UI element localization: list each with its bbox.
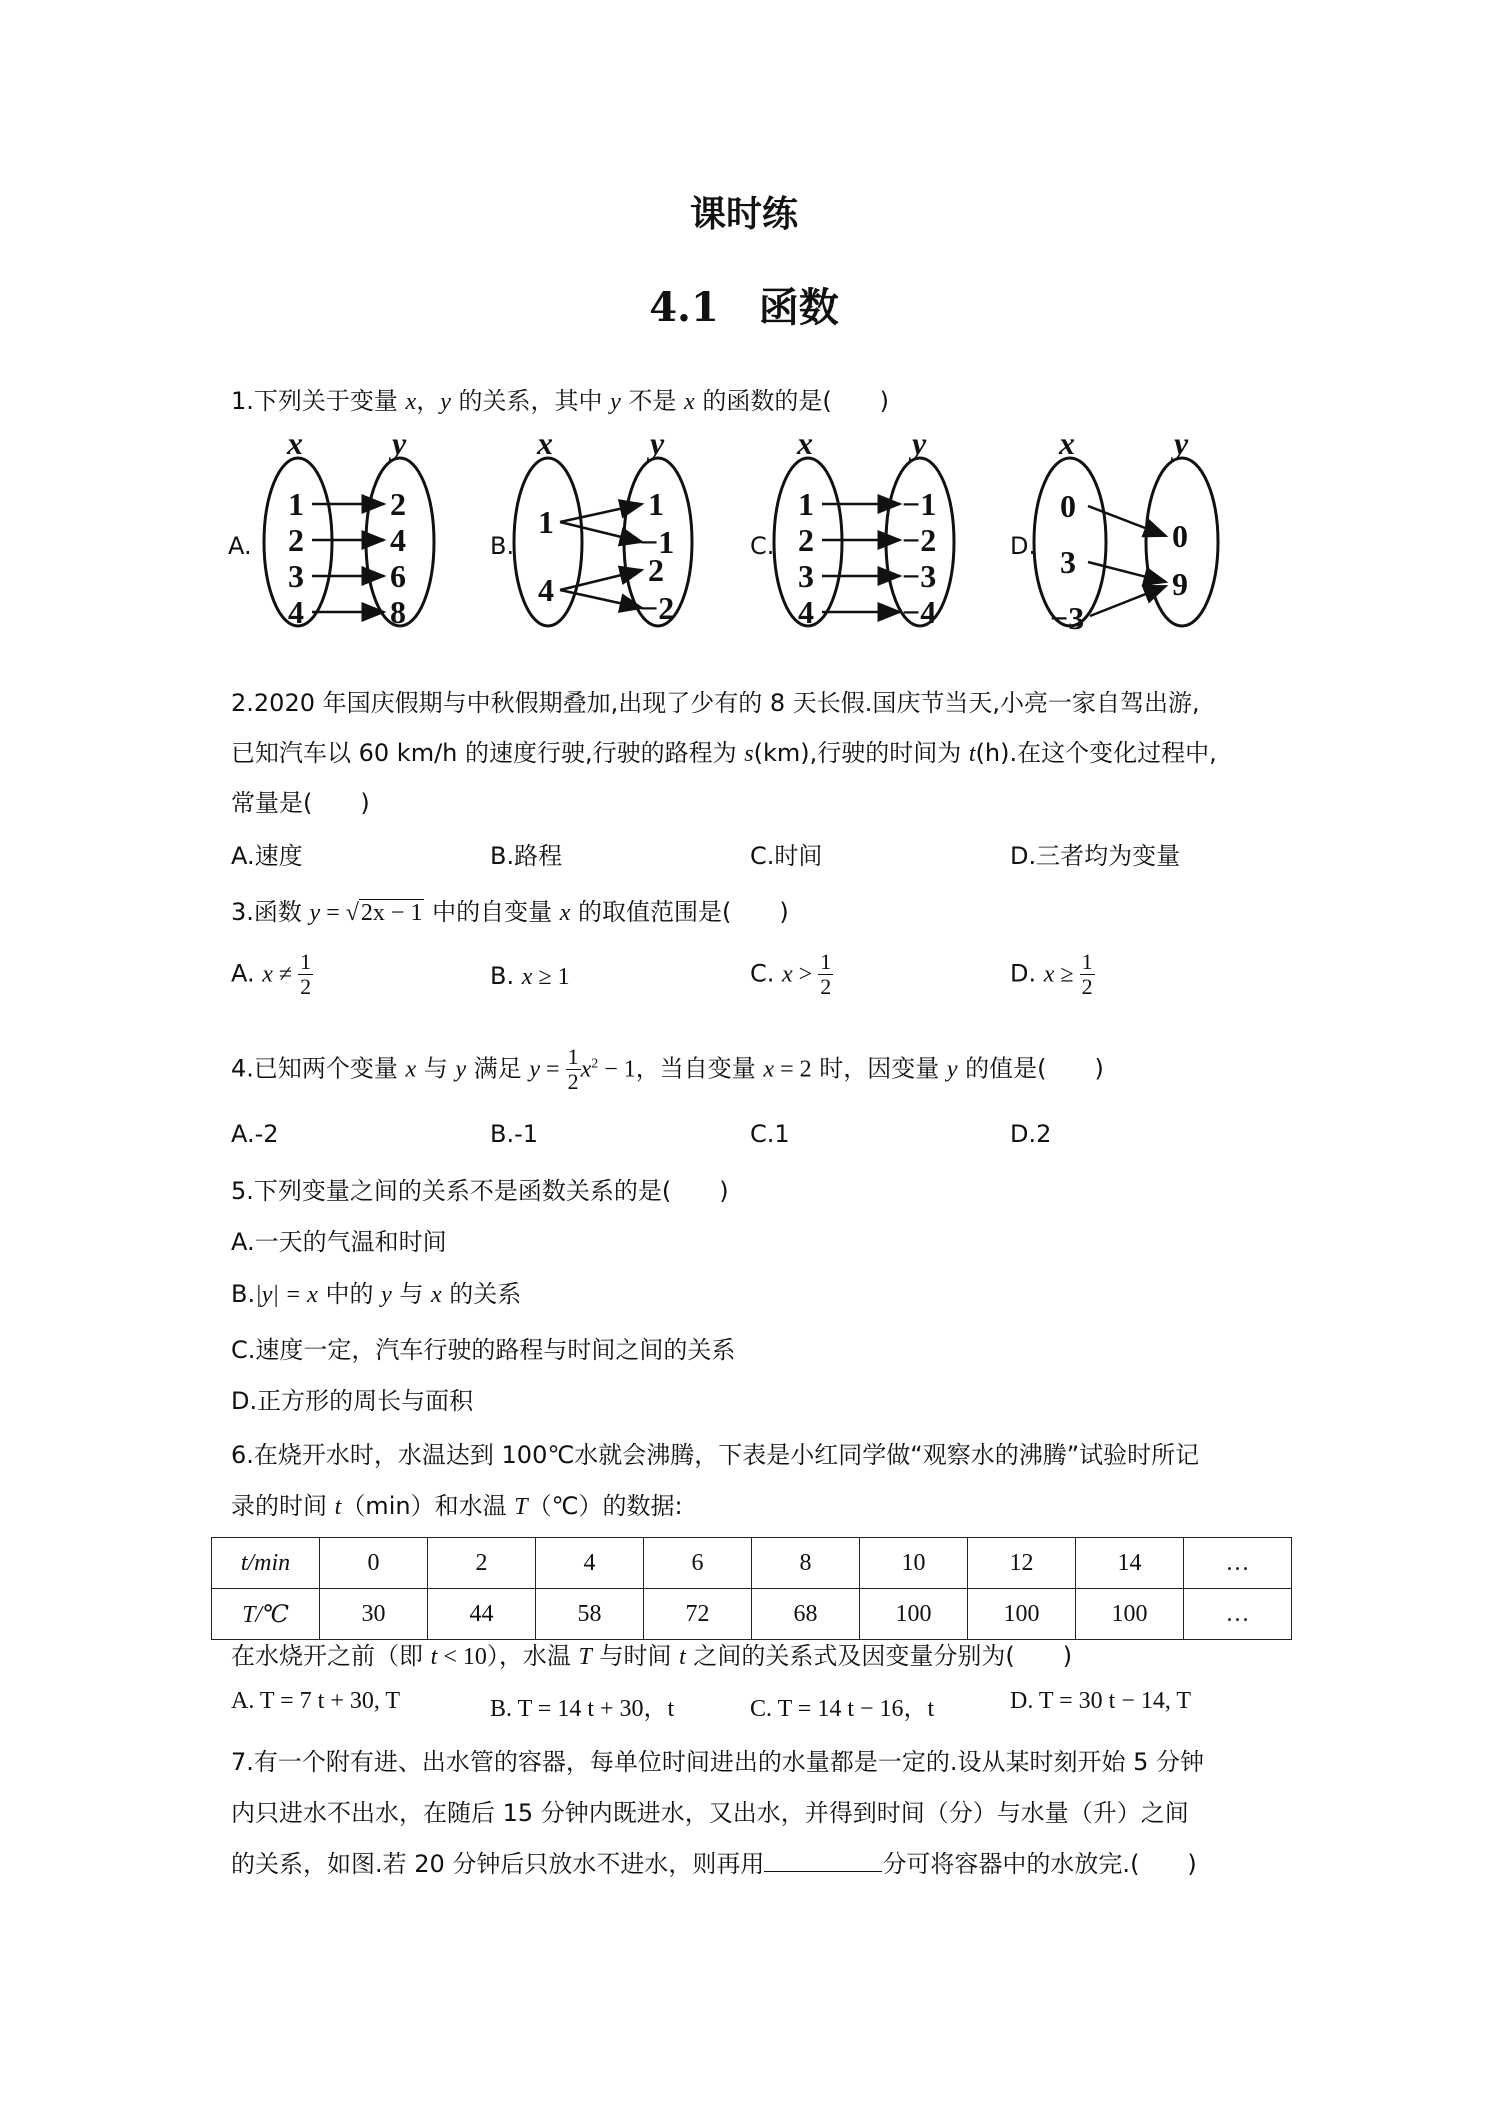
diagram-a-x-value: 1 — [288, 486, 304, 522]
table-row-time — [212, 1538, 1292, 1589]
diagram-c-y-value: −4 — [902, 594, 937, 630]
diagram-d-y-value: 0 — [1172, 518, 1188, 554]
question-2-line-2: 已知汽车以 60 km/h 的速度行驶,行驶的路程为 s(km),行驶的时间为 t(h).在这个变化过程中, — [231, 739, 1217, 767]
diagram-a-set-x: x — [287, 425, 303, 461]
table-row-temperature — [212, 1589, 1292, 1640]
diagram-c-x-value: 1 — [798, 486, 814, 522]
diagram-c-x-value: 2 — [798, 522, 814, 558]
table-cell: 6 — [644, 1538, 752, 1589]
q2-option-c: C.时间 — [750, 842, 823, 870]
diagram-d-x-value: 0 — [1060, 488, 1076, 524]
diagram-b-x-value: 1 — [538, 504, 554, 540]
q4-option-a: A.-2 — [231, 1120, 279, 1148]
table-cell: 30 — [320, 1589, 428, 1640]
diagram-a-set-y: y — [392, 425, 407, 461]
diagram-c-set-x: x — [797, 425, 813, 461]
table-header-time: t/min — [212, 1538, 320, 1589]
q5-option-a: A.一天的气温和时间 — [231, 1228, 447, 1256]
q6-option-a: A. T = 7 t + 30, T — [231, 1688, 401, 1714]
diagram-d-x-value: 3 — [1060, 544, 1076, 580]
q6-data-table — [211, 1537, 1292, 1640]
table-cell: 100 — [860, 1589, 968, 1640]
diagram-d-x-value: −3 — [1050, 600, 1085, 636]
table-cell: 58 — [536, 1589, 644, 1640]
q5-option-b: B.|y| = x 中的 y 与 x 的关系 — [231, 1280, 522, 1308]
q1-option-b-label: B. — [490, 532, 515, 560]
diagram-b-y-value: −2 — [640, 590, 675, 626]
table-cell: 0 — [320, 1538, 428, 1589]
diagram-c-y-value: −1 — [902, 486, 937, 522]
page-title: 课时练 — [689, 193, 798, 235]
diagram-a-x-value: 4 — [288, 594, 304, 630]
diagram-b-set-x: x — [537, 425, 553, 461]
diagram-b-set-y: y — [650, 425, 665, 461]
question-7-line-3: 的关系，如图.若 20 分钟后只放水不进水，则再用 分可将容器中的水放完.( ) — [231, 1850, 1197, 1878]
table-header-temperature: T/℃ — [212, 1589, 320, 1640]
table-cell: 2 — [428, 1538, 536, 1589]
diagram-a-x-value: 2 — [288, 522, 304, 558]
q5-option-c: C.速度一定，汽车行驶的路程与时间之间的关系 — [231, 1336, 736, 1364]
q6-option-b: B. T = 14 t + 30，t — [490, 1696, 675, 1722]
question-6-line-1: 6.在烧开水时，水温达到 100℃水就会沸腾，下表是小红同学做“观察水的沸腾”试验时所记 — [231, 1441, 1200, 1469]
table-cell: 100 — [968, 1589, 1076, 1640]
diagram-c-x-value: 3 — [798, 558, 814, 594]
diagram-c-y-value: −2 — [902, 522, 937, 558]
q2-option-b: B.路程 — [490, 842, 563, 870]
question-2-line-3: 常量是( ) — [231, 789, 370, 817]
table-cell: 4 — [536, 1538, 644, 1589]
question-4-stem: 4.已知两个变量 x 与 y 满足 y = $\frac{1}{2}$ $x^2 - 1$，当自变量 x = 2 时，因变量 y 的值是( ) — [231, 1044, 1104, 1094]
answer-blank[interactable] — [764, 1851, 882, 1872]
diagram-b-y-value: −1 — [640, 524, 675, 560]
q1-option-a-label: A. — [228, 532, 252, 560]
diagram-a-y-value: 2 — [390, 486, 406, 522]
diagram-a-y-value: 8 — [390, 594, 406, 630]
diagram-a-x-value: 3 — [288, 558, 304, 594]
q6-option-c: C. T = 14 t − 16，t — [750, 1696, 935, 1722]
q3-option-b: B. x ≥ 1 — [490, 962, 570, 990]
table-cell: 12 — [968, 1538, 1076, 1589]
q4-option-c: C.1 — [750, 1120, 790, 1148]
diagram-a-y-value: 6 — [390, 558, 406, 594]
q3-option-d: D. x ≥ $\frac{1}{2}$ — [1010, 949, 1093, 999]
question-6-line-2: 录的时间 t（min）和水温 T（℃）的数据: — [231, 1492, 683, 1520]
question-2-line-1: 2.2020 年国庆假期与中秋假期叠加,出现了少有的 8 天长假.国庆节当天,小亮一家自驾出游, — [231, 689, 1200, 717]
q1-mapping-diagrams — [0, 420, 1488, 670]
q4-option-b: B.-1 — [490, 1120, 539, 1148]
q6-option-d: D. T = 30 t − 14, T — [1010, 1688, 1192, 1714]
diagram-b-y-value: 2 — [648, 552, 664, 588]
diagram-c-y-value: −3 — [902, 558, 937, 594]
diagram-d-set-y: y — [1174, 425, 1189, 461]
table-cell: 44 — [428, 1589, 536, 1640]
table-cell: 72 — [644, 1589, 752, 1640]
table-cell: 14 — [1076, 1538, 1184, 1589]
diagram-d-y-value: 9 — [1172, 566, 1188, 602]
q3-option-c: C. x > $\frac{1}{2}$ — [750, 949, 832, 999]
diagram-b-y-value: 1 — [648, 486, 664, 522]
question-6-prompt: 在水烧开之前（即 t < 10），水温 T 与时间 t 之间的关系式及因变量分别为( ) — [231, 1642, 1073, 1670]
q3-option-a: A. x ≠ $\frac{1}{2}$ — [231, 949, 312, 999]
diagram-c-set-y: y — [912, 425, 927, 461]
diagram-a-y-value: 4 — [390, 522, 406, 558]
diagram-b-x-value: 4 — [538, 572, 554, 608]
diagram-d-set-x: x — [1059, 425, 1075, 461]
q4-option-d: D.2 — [1010, 1120, 1052, 1148]
table-cell: … — [1184, 1589, 1292, 1640]
question-1-stem: 1.下列关于变量 x，y 的关系，其中 y 不是 x 的函数的是( ) — [231, 387, 890, 415]
q1-option-d-label: D. — [1010, 532, 1037, 560]
question-7-line-2: 内只进水不出水，在随后 15 分钟内既进水，又出水，并得到时间（分）与水量（升）之间 — [231, 1799, 1189, 1827]
table-cell: 10 — [860, 1538, 968, 1589]
q1-option-c-label: C. — [750, 532, 775, 560]
section-title: 4.1 函数 — [649, 284, 839, 331]
diagram-c-x-value: 4 — [798, 594, 814, 630]
table-cell: 68 — [752, 1589, 860, 1640]
table-cell: 8 — [752, 1538, 860, 1589]
q2-option-d: D.三者均为变量 — [1010, 842, 1181, 870]
question-5-stem: 5.下列变量之间的关系不是函数关系的是( ) — [231, 1177, 729, 1205]
q2-option-a: A.速度 — [231, 842, 303, 870]
question-3-stem: 3.函数 y = √2x − 1 中的自变量 x 的取值范围是( ) — [231, 898, 789, 926]
table-cell: 100 — [1076, 1589, 1184, 1640]
table-cell: … — [1184, 1538, 1292, 1589]
q5-option-d: D.正方形的周长与面积 — [231, 1387, 474, 1415]
question-7-line-1: 7.有一个附有进、出水管的容器，每单位时间进出的水量都是一定的.设从某时刻开始 5 分钟 — [231, 1748, 1205, 1776]
